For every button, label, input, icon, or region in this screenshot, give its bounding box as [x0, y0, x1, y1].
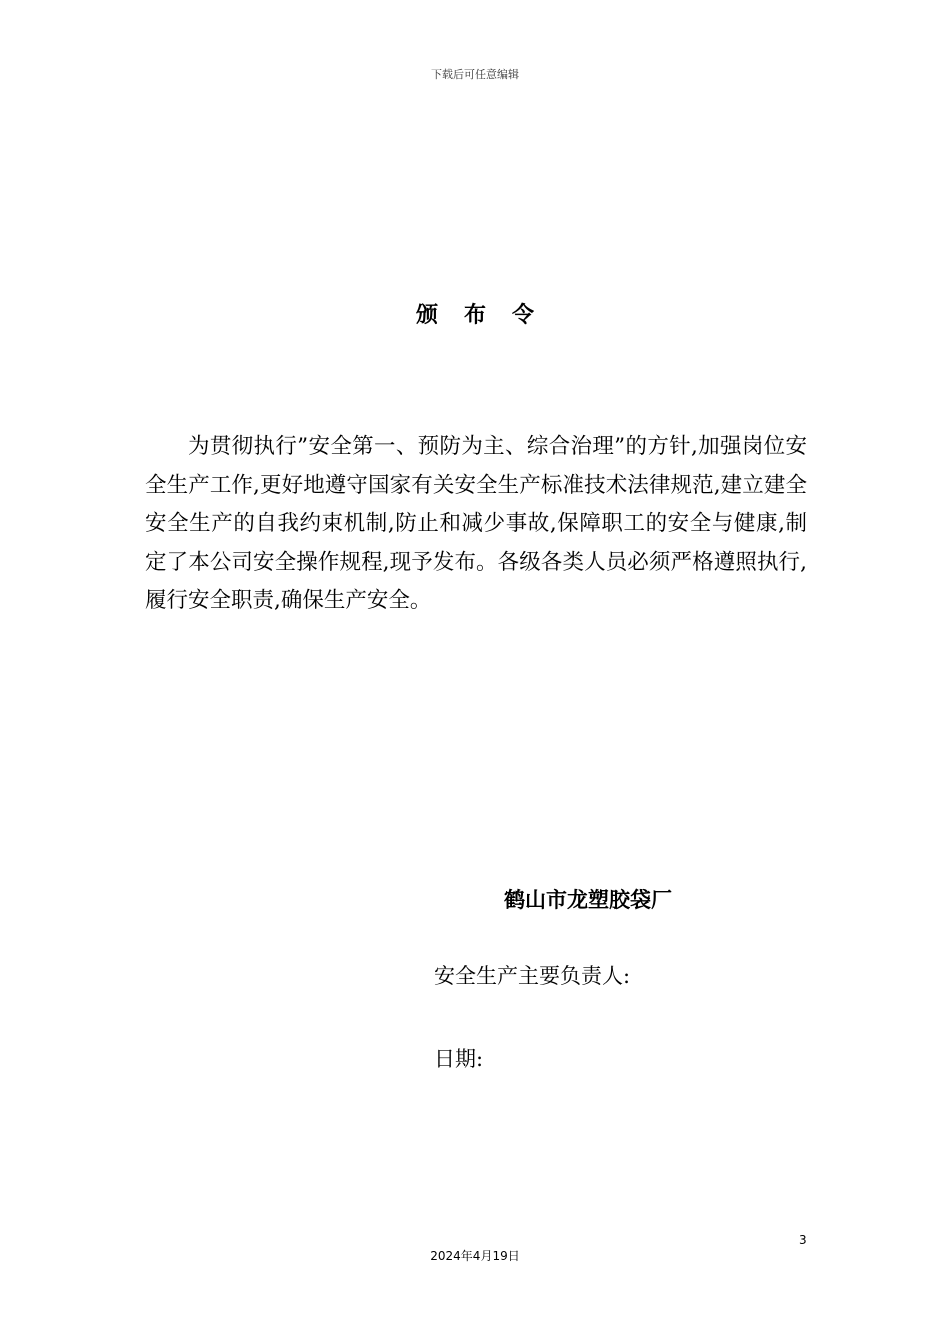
date-label: 日期: [434, 1047, 484, 1071]
company-name: 鹤山市龙塑胶袋厂 [504, 888, 672, 912]
footer-date: 2024年4月19日 [430, 1249, 520, 1263]
document-title: 颁布令 [415, 303, 560, 328]
document-body: 为贯彻执行”安全第一、预防为主、综合治理”的方针,加强岗位安全生产工作,更好地遵守国家有关安全生产标准技术法律规范,建立建全安全生产的自我约束机制,防止和减少事故,保障职工的安全与健康,制定了本公司安全操作规程,现予发布。各级各类人员必须严格遵照执行,履行安全职责,确保生产安全。 [145, 434, 807, 613]
responsible-person-label: 安全生产主要负责人: [434, 964, 631, 988]
header-note: 下载后可任意编辑 [431, 68, 519, 81]
page-number: 3 [799, 1233, 807, 1247]
